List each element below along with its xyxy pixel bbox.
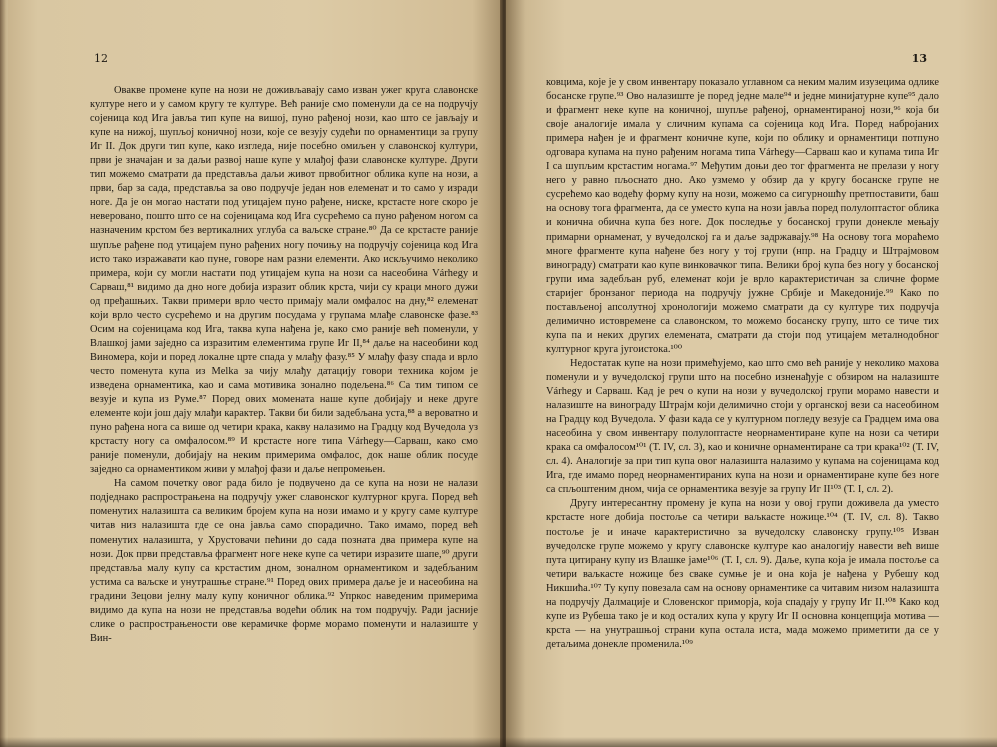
page-bottom-shadow (0, 737, 997, 747)
left-page (8, 0, 502, 747)
left-paragraph-1: Овакве промене купе на нози не доживљавају само изван ужег круга славонске културе него и у самом кругу те културе. Већ раније смо поменули да се на подручју сојеница код Ига јавља тип купе на вишој, пуно рађеној нози, као што се јављају и купе на нижој, шупљој коничној нози, које се везују судећи по орнаментици за групу Иг II. Док други тип купе, како изгледа, није посебно омиљен у славонској култури, први је значајан и за даљи развој наше купе у млађој фази славонске културе. Други тип можемо сматрати да представља даљи живот првобитног облика купе на нози, а први, бар за сада, представља за ово подручје један нов елеменат и то само у изради ноге. Да је он могао настати под утицајем пуно рађене, ниске, крстасте ноге скоро је неверовано, пошто што се на сојеницама код Ига сусрећемо са пуно рађеном ногом са назначеним крстом без вертикалних углуба са ваљске стране.⁸⁰ Да се крстасте раније шупље рађене под утицајем пуно рађених ногу почињу на подручју сојеница код Ига исто тако изражавати као пуне, говоре нам разни елементи. Ако искључимо неколико примера, који су могли настати под утицајем купа на нози са насеобина Várhegy и Сарваш,⁸¹ видимо да дно ноге добија изразит облик крста, чији су краци много дужи од пређашњих. Такви примери врло често примају мали омфалос на дну,⁸² елеменат који врло често сусрећемо и на другим посудама у групама млађе славонске фазе.⁸³ Осим на сојеницама код Ига, таква купа нађена је, како смо раније већ поменули, у Влашкој јами заједно са изразитим елементима групе Иг II,⁸⁴ даље на насеобини код Виномера, који и поред локалне црте спада у млађу фазу.⁸⁵ У млађу фазу спада и врло често поменута купа из Melka за чију млађу датацију говори техника којом је изведена орнаментика, као и сама мотивика зонално подељена.⁸⁶ Са тим типом се везује и купа из Руме.⁸⁷ Поред ових момената наше купе добијају и неке друге елементе који још дају млађи карактер. Такви би били задебљана уста,⁸⁸ а вероватно и пуно рађена нога са више од четири крака, какву налазимо на Градцу код Вучедола уз крстасту ногу са омфалосом.⁸⁹ И крстасте ноге типа Várhegy—Сарваш, како смо раније поменули, добијају на неким примерима омфалос, док наше облик посуде заједно са орнаментиком живи у млађој фази и даље непромењен. (90, 85, 478, 476)
right-page (506, 0, 997, 747)
right-paragraph-2: Недостатак купе на нози примећујемо, као што смо већ раније у неколико махова поменули и у вучедолској групи што на посебно изненађује с обзиром на налазиште Várhegy и Сарваш. Кад је реч о купи на нози у вучедолској групи морамо навести и налазиште на винограду Штрајм који делимично стоји у органској вези са насеобином на Градцу код Вучедола. У фази када се у културном погледу везује са Градцем има ова насеобина у свом инвентару полулоптасте неорнаментиране купе на нози са четири крака са омфалосом¹⁰¹ (Т. IV, сл. 3), као и коничне орнаментиране са три крака¹⁰² (Т. IV, сл. 4). Аналогије за при тип купа овог налазишта налазимо у купама на сојеницама код Ига, где имамо поред неорнаментираних купа на нози и орнаментиране купе без ноге са спљоштеним дном, чија се орнаментика везује за групу Иг II¹⁰³ (Т. I, сл. 2). (546, 357, 939, 496)
right-paragraph-1: ковцима, које је у свом инвентару показало углавном са неким малим изузецима одлике босанске групе.⁹³ Ово налазиште је поред једне мале⁹⁴ и једне минијатурне купе⁹⁵ дало и фрагмент неке купе на коничној, шупље рађеној, орнаментираној нози,⁹⁶ која би своје аналогије имала у сличним купама са сојеница код Ига. Поред набројаних примера нађен је и фрагмент коничне купе, који по облику и орнаментици потпуно одговара купама на пуно рађеним ногама типа Várhegy—Сарваш као и купама типа Иг I са шупљим крстастим ногама.⁹⁷ Међутим доњи део тог фрагмента не прелази у ногу него у равно пљоснато дно. Ако узмемо у обзир да у кругу босанске групе не сусрећемо као водећу форму купу на нози, можемо са сигурношћу претпоставити, баш на основу тога фрагмента, да се уместо купа на нози јавља поред полулоптастог облика и конична обична купа без ноге. Док последње у босанској групи донекле мењају примарни орнаменат, у вучедолској га и даље задржавају.⁹⁸ На основу тога мораћемо многе фрагменте купа нађене без ногу у тој групи (нпр. на Градцу и Штрајмовом винограду) сматрати као купе винковачког типа. Велики број купа без ногу у босанској групи има задебљан руб, елеменат који је врло карактеристичан за сличне форме старијег бронзаног периода на подручју јужне Србије и Македоније.⁹⁹ Како по постављеној апсолутној хронологији можемо сматрати да су културе тих подручја делимично истовремене са славонском, то можемо босанску групу, што се тиче тих купа па и неких других елемената, сматрати да стоји под утицајем металнодобног културног круга југоистока.¹⁰⁰ (546, 77, 939, 355)
right-paragraph-3: Другу интересантну промену је купа на нози у овој групи доживела да уместо крстасте ноге добија постоље са четири ваљкасте ножице.¹⁰⁴ (Т. IV, сл. 8). Такво постоље је и иначе карактеристично за вучедолску славонску групу.¹⁰⁵ Изван вучедолске групе можемо у кругу славонске културе као аналогију навести већ више пута цитирану купу из Влашке јаме¹⁰⁶ (Т. I, сл. 9). Даље, купа која је имала постоље са четири ваљкасте ножице без сваке сумње је и она која је нађена у Рубешу код Никшића.¹⁰⁷ Ту купу повезала сам на основу орнаментике са читавим низом налазишта на подручју Далмације и Словенског приморја, која спадају у групу Иг II.¹⁰⁸ Како код купе из Рубеша тако је и код осталих купа у кругу Иг II основна концепција мотива — крста — на унутрашњој страни купа остала иста, мада можемо приметити да се у детаљима донекле променила.¹⁰⁹ (546, 498, 939, 650)
left-paragraph-2: На самом почетку овог рада било је подвучено да се купа на нози не налази подједнако распрострањена на подручју ужег славонског културног круга. Поред већ поменутих налазишта са великим бројем купа на нози имамо и у кругу саме културе читав низ налазишта где се она јавља само спорадично. Тако имамо, поред већ поменутих налазишта, у Хрустовачи пећини до сада позната два примера купе на нози. Док први представља фрагмент ноге неке купе са четири изразите шапе,⁹⁰ други представља малу купу са крстастим дном, зоналном орнаментиком и задебљаним устима са ваљске и унутрашње стране.⁹¹ Поред ових примера даље је и насеобина на градини Зецови јелну малу купу коничног облика.⁹² Упркос наведеним примерима видимо да купа на нози не представља водећи облик на том подручју. Ради јасније слике о распрострањености ове керамичке форме морамо поменути и налазиште у Вин- (90, 478, 478, 644)
right-page-number: 13 (911, 52, 927, 65)
right-page-body (546, 76, 939, 652)
left-page-body (90, 84, 478, 646)
left-page-number: 12 (94, 52, 108, 65)
